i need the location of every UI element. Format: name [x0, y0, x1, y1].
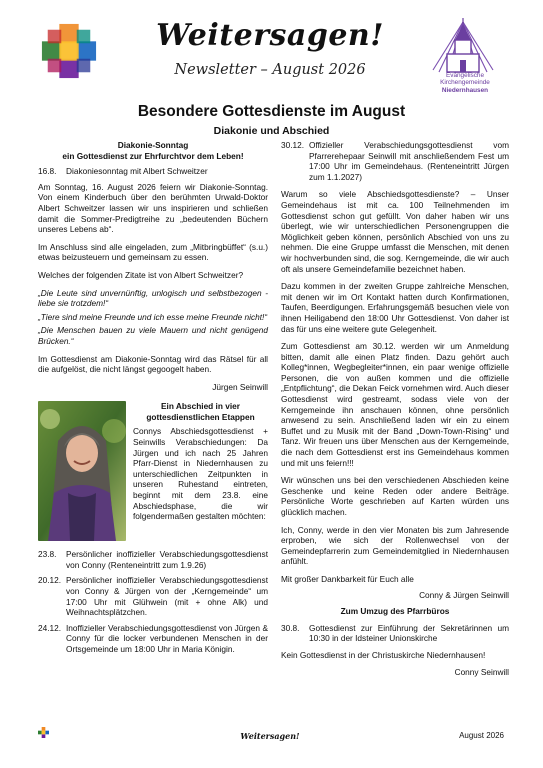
- paragraph: Kein Gottesdienst in der Christuskirche Niedernhausen!: [281, 649, 486, 660]
- diakonie-heading-line1: Diakonie-Sonntag: [117, 140, 189, 150]
- footer-title: Weitersagen!: [240, 731, 300, 741]
- list-item: [281, 140, 509, 182]
- paragraph: Warum so viele Abschiedsgottesdienste? – Unser Gemeindehaus ist mit ca. 100 Teilnehmenden im Gottesdienst schon gut gefüllt. Von daher haben wir uns überlegt, wie wir unterschiedlichen Personengruppen die Möglichkeit geben können, persönlich Abschied von uns zu nehmen. Die eine Gruppe umfasst die Menschen, mit denen wir hochverbunden sind, die sog. Kerngemeinde, die wir auch oft als unsere Gemeindefamilie bezeichnet haben.: [281, 189, 509, 274]
- main-title: Besondere Gottesdienste im August: [137, 103, 406, 120]
- signature: Jürgen Seinwill: [212, 381, 268, 392]
- page-header: [0, 0, 543, 94]
- entry-date: 24.12.: [38, 622, 62, 633]
- org-line-1: Evangelische: [445, 72, 484, 79]
- quote: „Die Menschen bauen zu viele Mauern und nicht genügend Brücken.“: [38, 325, 268, 346]
- farewell-heading-line2: gottesdienstlichen Etappen: [146, 411, 255, 422]
- paragraph: Im Gottesdienst am Diakonie-Sonntag wird das Rätsel für all die aufgelöst, die nicht längst gegoogelt haben.: [38, 353, 268, 375]
- entry-text: Diakoniesonntag mit Albert Schweitzer: [66, 166, 208, 177]
- paragraph: Dazu kommen in der zweiten Gruppe zahlreiche Menschen, mit denen wir im Ort Kontakt hatten durch Konfirmationen, Taufen, Beerdigungen. Erfahrungsgemäß besuchen viele von ihnen Heiligabend den 18:00 Uhr Gottesdienst. Von daher ist das für uns eine weitere gute Gelegenheit.: [281, 281, 509, 334]
- entry-date: 30.12.: [281, 140, 305, 150]
- entry-text: Persönlicher inoffizieller Verabschiedungsgottesdienst von Conny (Renteneintritt zum 1.9.26): [66, 549, 268, 570]
- colorful-cross-footer-icon: [38, 727, 49, 738]
- entry-date: 20.12.: [38, 575, 62, 586]
- farewell-text: [133, 401, 268, 541]
- quote: „Tiere sind meine Freunde und ich esse meine Freunde nicht!“: [38, 311, 268, 322]
- entry-text: Persönlicher inoffizieller Verabschiedungsgottesdienst von Conny & Jürgen von der „Kerngemeinde“ um 17:00 Uhr mit Glühwein (mit + ohne Alk) und Weihnachtsplätzchen.: [66, 575, 268, 618]
- paragraph: Wir wünschen uns bei den verschiedenen Abschieden keine Geschenke und keine Reden oder andere Beiträge. Persönliche Worte geschrieben auf Karten würden uns glücklich machen.: [281, 475, 509, 517]
- list-item: [281, 623, 509, 644]
- entry-text: Offizieller Verabschiedungsgottesdienst vom Pfarrerehepaar Seinwill mit anschließendem Fest um 17:00 Uhr im Gemeindehaus. (Renteneintritt Jürgen zum 1.1.2027): [309, 140, 509, 182]
- church-logo-icon: [425, 16, 501, 74]
- farewell-heading: [133, 401, 268, 422]
- quote: „Die Leute sind unvernünftig, unlogisch und selbstbezogen - liebe sie trotzdem!“: [38, 287, 268, 309]
- paragraph: Im Anschluss sind alle eingeladen, zum „Mitbringbüffet“ (s.u.) etwas beizusteuern und gemeinsam zu essen.: [38, 241, 268, 263]
- office-move-heading: Zum Umzug des Pfarrbüros: [340, 606, 450, 617]
- list-item: [38, 549, 268, 570]
- signature: Conny & Jürgen Seinwill: [419, 589, 509, 600]
- paragraph: Zum Gottesdienst am 30.12. werden wir um Anmeldung bitten, damit alle einen Platz finden. Dazu gehört auch Kolleg*innen, Wegbegleiter*innen, ein paar wenige offizielle Personen, die von außen kommen und die offizielle „Entpflichtung“, die Dekan Feick vornehmen wird. Auch dieser Gottesdienst wird gestreamt, sodass viele von der Kerngemeinde ihn anschauen können, ohne persönlich anwesend zu sein. Anschließend laden wir ein zu einem Buffet und zu Musik mit der Band „Down-Town-Rising“ und Tanz. Wir freuen uns über Menschen aus der Kerngemeinde, die nach dem Gottesdienst erst ins Gemeindehaus kommen und mit uns feiern!!!: [281, 341, 509, 468]
- farewell-block: [38, 401, 268, 541]
- paragraph: Mit großer Dankbarkeit für Euch alle: [281, 573, 414, 584]
- entry-date: 23.8.: [38, 549, 57, 560]
- farewell-heading-line1: Ein Abschied in vier: [161, 401, 240, 412]
- newsletter-title: Weitersagen!: [156, 18, 384, 53]
- newsletter-subtitle: Newsletter – August 2026: [174, 62, 366, 78]
- right-column: [281, 140, 509, 684]
- entry-date: 16.8.: [38, 166, 57, 177]
- entry-date: 30.8.: [281, 622, 300, 633]
- org-name: [425, 72, 505, 94]
- org-line-3: Niedernhausen: [441, 86, 489, 94]
- org-line-2: Kirchengemeinde: [440, 79, 490, 87]
- paragraph: Am Sonntag, 16. August 2026 feiern wir Diakonie-Sonntag. Von einem Kinderbuch über den berühmten Urwald-Doktor Albert Schweitzer lassen wir uns inspirieren und schließen damit die Sommer-Predigtreihe zu „bedeutenden Büchern unseres Lebens ab“.: [38, 181, 268, 235]
- colorful-cross-logo-icon: [40, 22, 98, 80]
- list-item: [38, 575, 268, 617]
- footer-date: August 2026: [459, 731, 504, 740]
- paragraph: Ich, Conny, werde in den vier Monaten bis zum Jahresende erproben, wie sich der Rollenwechsel von der Gemeindepfarrerin zum Gemeindemitglied in Niedernhausen anfühlt.: [281, 524, 509, 567]
- section-title: Diakonie und Abschied: [213, 125, 330, 137]
- list-item: [38, 623, 268, 655]
- entry-text: Inoffizieller Verabschiedungsgottesdienst von Jürgen & Conny für die locker verbundenen Menschen in der Ortsgemeinde um 18:00 Uhr in Maria Königin.: [66, 622, 268, 655]
- diakonie-heading: [38, 140, 268, 161]
- entry-text: Gottesdienst zur Einführung der Sekretärinnen um 10:30 in der Idsteiner Unionskirche: [309, 622, 509, 644]
- list-item: [38, 166, 268, 177]
- portrait-photo: [38, 401, 126, 541]
- signature: Conny Seinwill: [454, 666, 509, 677]
- paragraph: Connys Abschiedsgottesdienst + Seinwills Verabschiedungen: Da Jürgen und ich nach 25 Jahren Pfarr-Dienst in Niedernhausen zu unterschiedlichen Zeitpunkten in unseren Ruhestand eintreten, beginnt mit dem 23.8. eine Abschiedsphase, die wir folgendermaßen gestalten möchten:: [133, 426, 268, 522]
- diakonie-heading-line2: ein Gottesdienst zur Ehrfurchtvor dem Leben!: [62, 150, 244, 161]
- paragraph: Welches der folgenden Zitate ist von Albert Schweitzer?: [38, 269, 244, 280]
- left-column: [38, 140, 268, 660]
